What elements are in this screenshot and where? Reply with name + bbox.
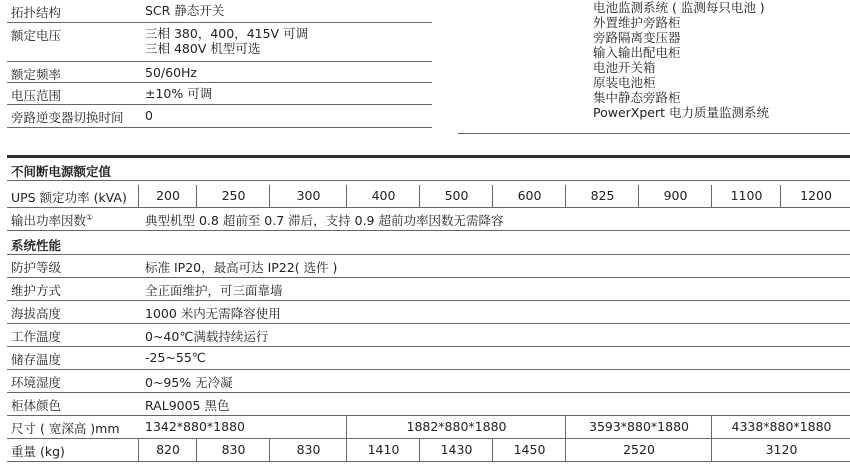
maintenance-label: 维护方式 bbox=[11, 283, 62, 298]
rated-voltage-label: 额定电压 bbox=[11, 28, 62, 43]
dimension-cell: 4338*880*1880 bbox=[711, 416, 850, 438]
power-row bbox=[7, 185, 850, 208]
cabinet-color-label: 柜体颜色 bbox=[11, 398, 62, 413]
power-cell: 300 bbox=[269, 185, 347, 207]
dimensions-row bbox=[7, 416, 850, 439]
rated-voltage-value: 三相 380，400，415V 可调 bbox=[145, 26, 309, 41]
transfer-time-value: 0 bbox=[145, 108, 153, 123]
option-item: PowerXpert 电力质量监测系统 bbox=[593, 105, 769, 120]
transfer-time-label: 旁路逆变器切换时间 bbox=[11, 110, 124, 125]
transfer-time-row bbox=[7, 105, 432, 128]
storage-temp-value: -25~55℃ bbox=[145, 350, 206, 365]
weight-cell: 1450 bbox=[492, 439, 566, 461]
rated-frequency-value: 50/60Hz bbox=[145, 65, 197, 80]
options-divider bbox=[458, 133, 850, 134]
ups-section-header bbox=[7, 160, 850, 181]
option-item: 旁路隔离变压器 bbox=[593, 30, 681, 45]
weight-cell: 820 bbox=[138, 439, 197, 461]
operating-temp-value: 0~40℃满载持续运行 bbox=[145, 329, 269, 344]
rated-voltage-value-block bbox=[145, 26, 308, 56]
sys-section-header bbox=[7, 232, 850, 255]
storage-temp-label: 储存温度 bbox=[11, 352, 62, 367]
power-cell: 900 bbox=[638, 185, 712, 207]
operating-temp-label: 工作温度 bbox=[11, 329, 62, 344]
rated-voltage-row bbox=[7, 23, 432, 62]
footnote-mark: ① bbox=[86, 212, 94, 222]
rated-frequency-row bbox=[7, 62, 432, 83]
spec-row bbox=[7, 278, 850, 301]
weight-row bbox=[7, 439, 850, 462]
power-cell: 1100 bbox=[711, 185, 781, 207]
cabinet-color-value: RAL9005 黑色 bbox=[145, 398, 230, 413]
section-divider bbox=[7, 155, 850, 158]
option-item: 外置维护旁路柜 bbox=[593, 15, 681, 30]
spec-row bbox=[7, 301, 850, 324]
topology-value: SCR 静态开关 bbox=[145, 3, 225, 18]
dimension-cell: 3593*880*1880 bbox=[565, 416, 712, 438]
power-factor-label: 输出功率因数 bbox=[11, 213, 87, 228]
power-cell: 600 bbox=[492, 185, 566, 207]
spec-row bbox=[7, 347, 850, 370]
topology-label: 拓扑结构 bbox=[11, 5, 62, 20]
altitude-label: 海拔高度 bbox=[11, 306, 62, 321]
spec-row bbox=[7, 255, 850, 278]
weight-cell: 1410 bbox=[346, 439, 420, 461]
weight-label: 重量 (kg) bbox=[11, 444, 65, 459]
option-item: 电池监测系统 ( 监测每只电池 ) bbox=[593, 0, 765, 15]
power-cell: 250 bbox=[196, 185, 270, 207]
spec-row bbox=[7, 393, 850, 416]
power-cell: 500 bbox=[419, 185, 493, 207]
power-cell: 1200 bbox=[780, 185, 850, 207]
power-cell: 825 bbox=[565, 185, 639, 207]
spec-row bbox=[7, 324, 850, 347]
humidity-label: 环境湿度 bbox=[11, 375, 62, 390]
power-cell: 200 bbox=[138, 185, 197, 207]
weight-cell: 830 bbox=[269, 439, 347, 461]
options-list bbox=[593, 0, 769, 120]
spec-row bbox=[7, 370, 850, 393]
weight-cell: 1430 bbox=[419, 439, 493, 461]
voltage-range-row bbox=[7, 83, 432, 105]
protection-label: 防护等级 bbox=[11, 260, 62, 275]
dimension-cell: 1882*880*1880 bbox=[346, 416, 566, 438]
power-factor-value: 典型机型 0.8 超前至 0.7 滞后，支持 0.9 超前功率因数无需降容 bbox=[145, 213, 504, 228]
sys-section-title: 系统性能 bbox=[11, 238, 62, 253]
altitude-value: 1000 米内无需降容使用 bbox=[145, 306, 281, 321]
maintenance-value: 全正面维护，可三面靠墙 bbox=[145, 283, 283, 298]
dimension-cell: 1342*880*1880 bbox=[145, 419, 245, 434]
weight-cell: 830 bbox=[196, 439, 270, 461]
rated-voltage-value-2: 三相 480V 机型可选 bbox=[145, 41, 261, 56]
weight-cell: 3120 bbox=[711, 439, 850, 461]
dimensions-label: 尺寸 ( 宽深高 )mm bbox=[11, 421, 120, 436]
humidity-value: 0~95% 无冷凝 bbox=[145, 375, 233, 390]
voltage-range-label: 电压范围 bbox=[11, 88, 62, 103]
ups-section-title: 不间断电源额定值 bbox=[11, 164, 112, 179]
power-cell: 400 bbox=[346, 185, 420, 207]
rated-frequency-label: 额定频率 bbox=[11, 67, 62, 82]
option-item: 电池开关箱 bbox=[593, 60, 656, 75]
option-item: 集中静态旁路柜 bbox=[593, 90, 681, 105]
protection-value: 标准 IP20，最高可达 IP22( 选件 ) bbox=[145, 260, 338, 275]
weight-cell: 2520 bbox=[565, 439, 712, 461]
power-label: UPS 额定功率 (kVA) bbox=[11, 190, 127, 205]
power-factor-row bbox=[7, 208, 850, 231]
topology-row bbox=[7, 0, 432, 23]
option-item: 输入输出配电柜 bbox=[593, 45, 681, 60]
option-item: 原装电池柜 bbox=[593, 75, 656, 90]
power-factor-label-wrap bbox=[11, 211, 93, 229]
voltage-range-value: ±10% 可调 bbox=[145, 86, 213, 101]
